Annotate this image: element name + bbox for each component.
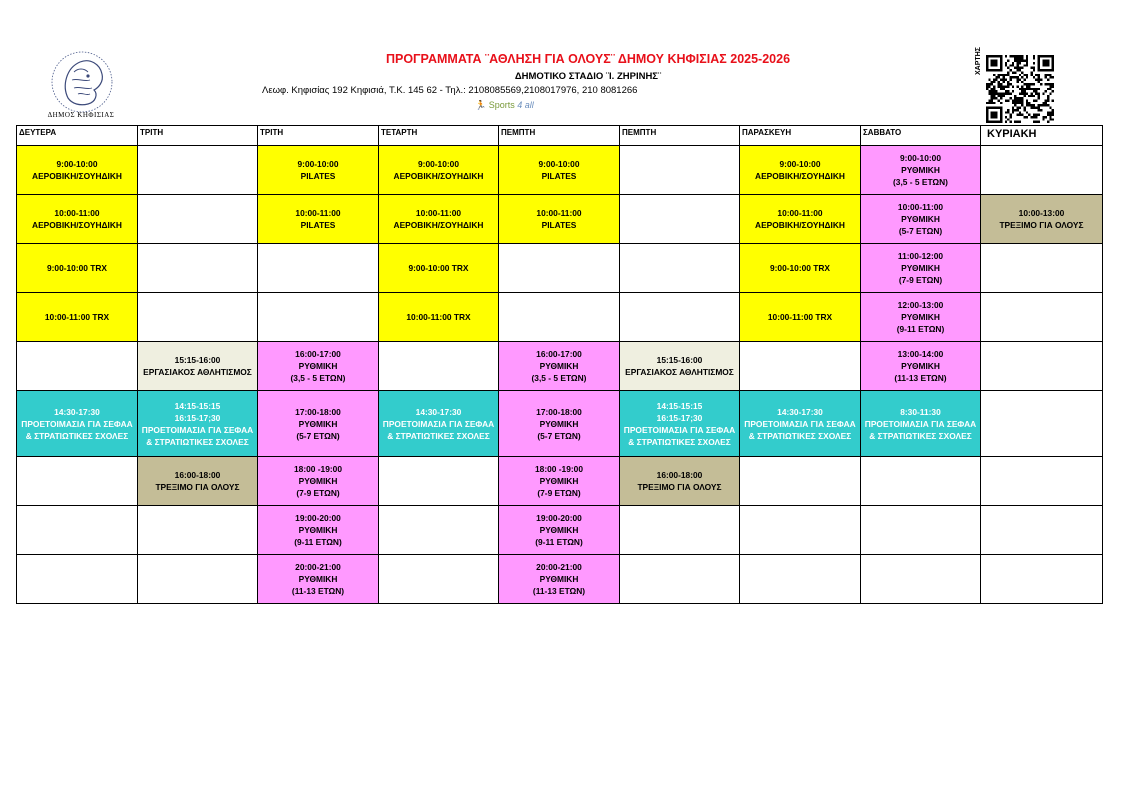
class-cell: 8:30-11:30 ΠΡΟΕΤΟΙΜΑΣΙΑ ΓΙΑ ΣΕΦΑΑ & ΣΤΡΑΤΙΩΤΙΚΕΣ ΣΧΟΛΕΣ: [861, 391, 981, 457]
class-cell: 10:00-13:00 ΤΡΕΞΙΜΟ ΓΙΑ ΟΛΟΥΣ: [981, 195, 1103, 244]
class-cell: 17:00-18:00 ΡΥΘΜΙΚΗ (5-7 ΕΤΩΝ): [499, 391, 620, 457]
empty-cell: [981, 506, 1103, 555]
day-header: ΣΑΒΒΑΤΟ: [861, 126, 981, 146]
day-header-row: [17, 126, 1103, 146]
qr-label: ΧΑΡΤΗΣ: [975, 47, 982, 75]
class-cell: 10:00-11:00 TRX: [740, 293, 861, 342]
empty-cell: [981, 342, 1103, 391]
table-row: [17, 342, 1103, 391]
class-cell: 17:00-18:00 ΡΥΘΜΙΚΗ (5-7 ΕΤΩΝ): [258, 391, 379, 457]
class-cell: 14:15-15:15 16:15-17;30 ΠΡΟΕΤΟΙΜΑΣΙΑ ΓΙΑ ΣΕΦΑΑ & ΣΤΡΑΤΙΩΤΙΚΕΣ ΣΧΟΛΕΣ: [138, 391, 258, 457]
table-row: [17, 506, 1103, 555]
class-cell: 14:30-17:30 ΠΡΟΕΤΟΙΜΑΣΙΑ ΓΙΑ ΣΕΦΑΑ & ΣΤΡΑΤΙΩΤΙΚΕΣ ΣΧΟΛΕΣ: [740, 391, 861, 457]
empty-cell: [620, 244, 740, 293]
class-cell: 9:00-10:00 ΑΕΡΟΒΙΚΗ/ΣΟΥΗΔΙΚΗ: [379, 146, 499, 195]
day-header: ΠΕΜΠΤΗ: [620, 126, 740, 146]
class-cell: 14:30-17:30 ΠΡΟΕΤΟΙΜΑΣΙΑ ΓΙΑ ΣΕΦΑΑ & ΣΤΡΑΤΙΩΤΙΚΕΣ ΣΧΟΛΕΣ: [379, 391, 499, 457]
empty-cell: [981, 391, 1103, 457]
class-cell: 9:00-10:00 ΑΕΡΟΒΙΚΗ/ΣΟΥΗΔΙΚΗ: [740, 146, 861, 195]
address-line: Λεωφ. Κηφισίας 192 Κηφισιά, Τ.Κ. 145 62 - Τηλ.: 2108085569,2108017976, 210 8081266: [262, 85, 638, 96]
empty-cell: [499, 293, 620, 342]
table-row: [17, 293, 1103, 342]
logo-caption: ΔΗΜΟΣ ΚΗΦΙΣΙΑΣ: [47, 111, 115, 119]
empty-cell: [620, 195, 740, 244]
empty-cell: [740, 342, 861, 391]
class-cell: 10:00-11:00 ΑΕΡΟΒΙΚΗ/ΣΟΥΗΔΙΚΗ: [379, 195, 499, 244]
page-title: ΠΡΟΓΡΑΜΜΑΤΑ ¨ΑΘΛΗΣΗ ΓΙΑ ΟΛΟΥΣ¨ ΔΗΜΟΥ ΚΗΦΙΣΙΑΣ 2025-2026: [385, 52, 791, 66]
empty-cell: [138, 555, 258, 604]
empty-cell: [620, 506, 740, 555]
class-cell: 18:00 -19:00 ΡΥΘΜΙΚΗ (7-9 ΕΤΩΝ): [258, 457, 379, 506]
kifisia-municipality-logo-icon: [48, 48, 120, 120]
empty-cell: [861, 555, 981, 604]
class-cell: 14:30-17:30 ΠΡΟΕΤΟΙΜΑΣΙΑ ΓΙΑ ΣΕΦΑΑ & ΣΤΡΑΤΙΩΤΙΚΕΣ ΣΧΟΛΕΣ: [17, 391, 138, 457]
empty-cell: [138, 506, 258, 555]
empty-cell: [138, 244, 258, 293]
class-cell: 10:00-11:00 PILATES: [499, 195, 620, 244]
empty-cell: [981, 244, 1103, 293]
empty-cell: [258, 244, 379, 293]
empty-cell: [861, 457, 981, 506]
class-cell: 15:15-16:00 ΕΡΓΑΣΙΑΚΟΣ ΑΘΛΗΤΙΣΜΟΣ: [138, 342, 258, 391]
class-cell: 9:00-10:00 TRX: [379, 244, 499, 293]
empty-cell: [620, 293, 740, 342]
qr-code-icon[interactable]: [984, 55, 1056, 123]
class-cell: 9:00-10:00 PILATES: [499, 146, 620, 195]
empty-cell: [379, 506, 499, 555]
empty-cell: [499, 244, 620, 293]
class-cell: 12:00-13:00 ΡΥΘΜΙΚΗ (9-11 ΕΤΩΝ): [861, 293, 981, 342]
class-cell: 10:00-11:00 PILATES: [258, 195, 379, 244]
empty-cell: [740, 555, 861, 604]
empty-cell: [17, 555, 138, 604]
class-cell: 9:00-10:00 TRX: [17, 244, 138, 293]
class-cell: 10:00-11:00 ΑΕΡΟΒΙΚΗ/ΣΟΥΗΔΙΚΗ: [740, 195, 861, 244]
empty-cell: [379, 342, 499, 391]
class-cell: 20:00-21:00 ΡΥΘΜΙΚΗ (11-13 ΕΤΩΝ): [499, 555, 620, 604]
day-header: ΔΕΥΤΕΡΑ: [17, 126, 138, 146]
class-cell: 16:00-18:00 ΤΡΕΞΙΜΟ ΓΙΑ ΟΛΟΥΣ: [138, 457, 258, 506]
sports4all-logo: [475, 100, 534, 111]
day-header: ΤΡΙΤΗ: [258, 126, 379, 146]
class-cell: 14:15-15:15 16:15-17;30 ΠΡΟΕΤΟΙΜΑΣΙΑ ΓΙΑ ΣΕΦΑΑ & ΣΤΡΑΤΙΩΤΙΚΕΣ ΣΧΟΛΕΣ: [620, 391, 740, 457]
class-cell: 19:00-20:00 ΡΥΘΜΙΚΗ (9-11 ΕΤΩΝ): [499, 506, 620, 555]
empty-cell: [620, 146, 740, 195]
class-cell: 20:00-21:00 ΡΥΘΜΙΚΗ (11-13 ΕΤΩΝ): [258, 555, 379, 604]
empty-cell: [379, 555, 499, 604]
table-row: [17, 244, 1103, 293]
class-cell: 10:00-11:00 TRX: [379, 293, 499, 342]
empty-cell: [17, 457, 138, 506]
class-cell: 10:00-11:00 TRX: [17, 293, 138, 342]
empty-cell: [861, 506, 981, 555]
day-header: ΠΑΡΑΣΚΕΥΗ: [740, 126, 861, 146]
sports4all-suffix: 4 all: [517, 100, 534, 110]
runner-icon: 🏃: [475, 100, 487, 110]
table-row: [17, 391, 1103, 457]
schedule-table: [16, 125, 1103, 604]
empty-cell: [740, 506, 861, 555]
day-header: ΚΥΡΙΑΚΗ: [981, 126, 1103, 146]
empty-cell: [138, 195, 258, 244]
class-cell: 18:00 -19:00 ΡΥΘΜΙΚΗ (7-9 ΕΤΩΝ): [499, 457, 620, 506]
empty-cell: [740, 457, 861, 506]
table-row: [17, 146, 1103, 195]
empty-cell: [981, 555, 1103, 604]
class-cell: 13:00-14:00 ΡΥΘΜΙΚΗ (11-13 ΕΤΩΝ): [861, 342, 981, 391]
class-cell: 10:00-11:00 ΡΥΘΜΙΚΗ (5-7 ΕΤΩΝ): [861, 195, 981, 244]
sports4all-main: Sports: [488, 100, 515, 110]
table-row: [17, 555, 1103, 604]
empty-cell: [981, 293, 1103, 342]
class-cell: 16:00-18:00 ΤΡΕΞΙΜΟ ΓΙΑ ΟΛΟΥΣ: [620, 457, 740, 506]
empty-cell: [620, 555, 740, 604]
table-row: [17, 457, 1103, 506]
empty-cell: [258, 293, 379, 342]
day-header: ΠΕΜΠΤΗ: [499, 126, 620, 146]
class-cell: 9:00-10:00 TRX: [740, 244, 861, 293]
class-cell: 9:00-10:00 ΑΕΡΟΒΙΚΗ/ΣΟΥΗΔΙΚΗ: [17, 146, 138, 195]
class-cell: 19:00-20:00 ΡΥΘΜΙΚΗ (9-11 ΕΤΩΝ): [258, 506, 379, 555]
table-row: [17, 195, 1103, 244]
class-cell: 15:15-16:00 ΕΡΓΑΣΙΑΚΟΣ ΑΘΛΗΤΙΣΜΟΣ: [620, 342, 740, 391]
day-header: ΤΕΤΑΡΤΗ: [379, 126, 499, 146]
class-cell: 11:00-12:00 ΡΥΘΜΙΚΗ (7-9 ΕΤΩΝ): [861, 244, 981, 293]
day-header: ΤΡΙΤΗ: [138, 126, 258, 146]
empty-cell: [138, 146, 258, 195]
class-cell: 16:00-17:00 ΡΥΘΜΙΚΗ (3,5 - 5 ΕΤΩΝ): [499, 342, 620, 391]
empty-cell: [17, 506, 138, 555]
class-cell: 9:00-10:00 ΡΥΘΜΙΚΗ (3,5 - 5 ΕΤΩΝ): [861, 146, 981, 195]
empty-cell: [379, 457, 499, 506]
empty-cell: [17, 342, 138, 391]
empty-cell: [981, 146, 1103, 195]
class-cell: 9:00-10:00 PILATES: [258, 146, 379, 195]
class-cell: 10:00-11:00 ΑΕΡΟΒΙΚΗ/ΣΟΥΗΔΙΚΗ: [17, 195, 138, 244]
page-subtitle: ΔΗΜΟΤΙΚΟ ΣΤΑΔΙΟ ¨Ι. ΖΗΡΙΝΗΣ¨: [514, 71, 662, 82]
empty-cell: [981, 457, 1103, 506]
class-cell: 16:00-17:00 ΡΥΘΜΙΚΗ (3,5 - 5 ΕΤΩΝ): [258, 342, 379, 391]
empty-cell: [138, 293, 258, 342]
